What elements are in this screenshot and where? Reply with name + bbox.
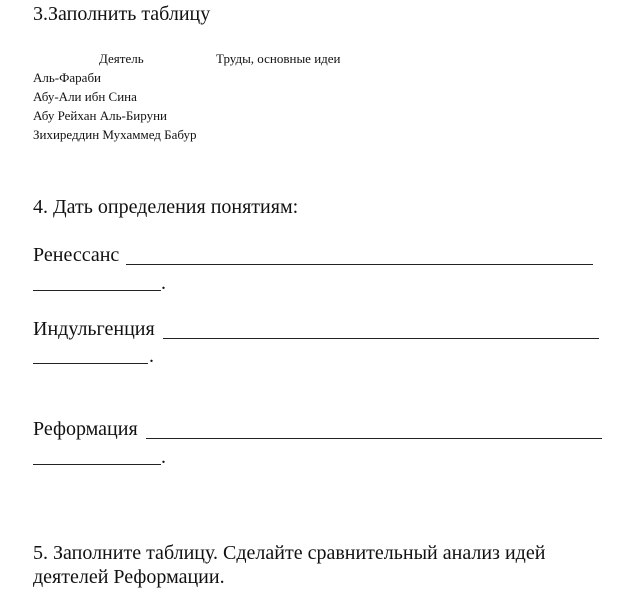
answer-line-continuation	[33, 363, 148, 364]
table-header-person: Деятель	[99, 51, 144, 66]
answer-line	[126, 264, 593, 265]
section-5-title: 5. Заполните таблицу. Сделайте сравнительный анализ идей деятелей Реформации.	[33, 542, 546, 588]
answer-line-continuation	[33, 290, 161, 291]
term-reformation: Реформация	[33, 418, 138, 440]
section-4-title: 4. Дать определения понятиям:	[33, 196, 299, 218]
term-renaissance: Ренессанс	[33, 244, 120, 266]
term-indulgence: Индульгенция	[33, 318, 155, 340]
term-end-period: .	[149, 345, 154, 367]
answer-line	[146, 438, 602, 439]
table-row-person: Аль-Фараби	[33, 70, 102, 85]
table-row-person: Абу-Али ибн Сина	[33, 89, 137, 104]
section-3-title: 3.Заполнить таблицу	[33, 3, 211, 25]
answer-line	[163, 338, 599, 339]
term-end-period: .	[161, 272, 166, 294]
table-header-works: Труды, основные идеи	[216, 51, 341, 66]
answer-line-continuation	[33, 464, 161, 465]
term-end-period: .	[161, 446, 166, 468]
table-row-person: Абу Рейхан Аль-Бируни	[33, 108, 167, 123]
table-row-person: Зихиреддин Мухаммед Бабур	[33, 127, 197, 142]
